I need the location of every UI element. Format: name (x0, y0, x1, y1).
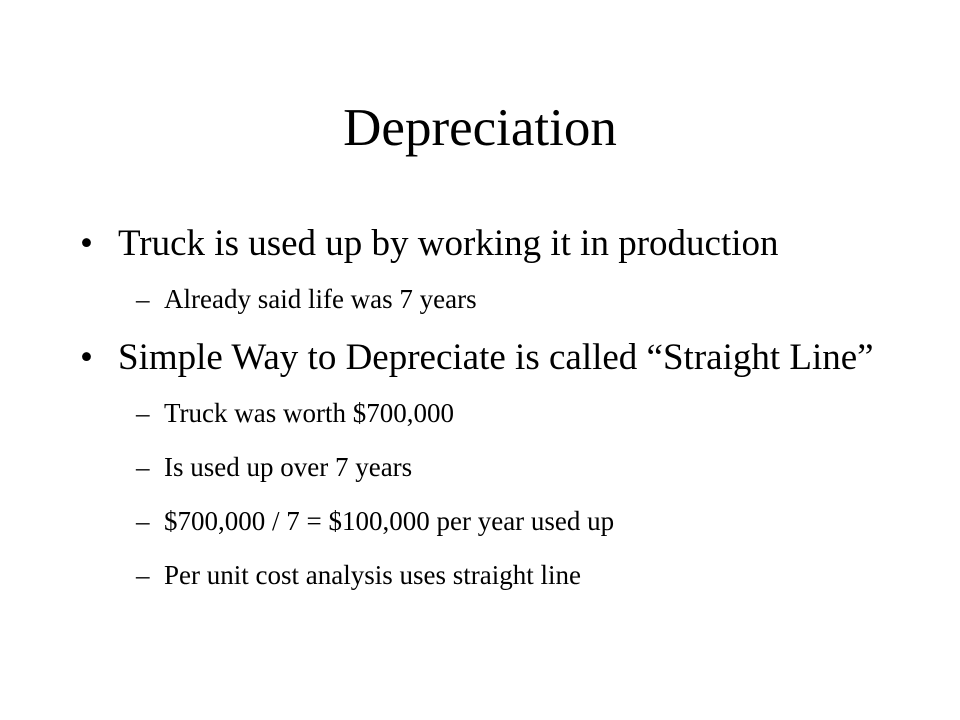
sub-bullet-marker: – (136, 398, 150, 428)
bullet-marker: • (80, 223, 93, 264)
sub-bullet-item (80, 504, 900, 538)
sub-bullet-text: $700,000 / 7 = $100,000 per year used up (164, 506, 615, 536)
sub-bullet-item (80, 450, 900, 484)
sub-bullet-item (80, 396, 900, 430)
bullet-text: Simple Way to Depreciate is called “Straight Line” (118, 337, 874, 378)
slide-title: Depreciation (343, 99, 617, 157)
bullet-item (80, 222, 900, 266)
sub-bullet-marker: – (136, 284, 150, 314)
sub-bullet-marker: – (136, 560, 150, 590)
sub-bullet-text: Truck was worth $700,000 (164, 398, 454, 428)
sub-bullet-item (80, 558, 900, 592)
bullet-marker: • (80, 337, 93, 378)
sub-bullet-text: Per unit cost analysis uses straight line (164, 560, 581, 590)
sub-bullet-item (80, 282, 900, 316)
sub-bullet-text: Is used up over 7 years (164, 452, 413, 482)
sub-bullet-marker: – (136, 506, 150, 536)
sub-bullet-marker: – (136, 452, 150, 482)
bullet-item (80, 336, 900, 380)
bullet-text: Truck is used up by working it in production (118, 223, 779, 264)
bullet-list (80, 222, 900, 612)
sub-bullet-text: Already said life was 7 years (164, 284, 477, 314)
